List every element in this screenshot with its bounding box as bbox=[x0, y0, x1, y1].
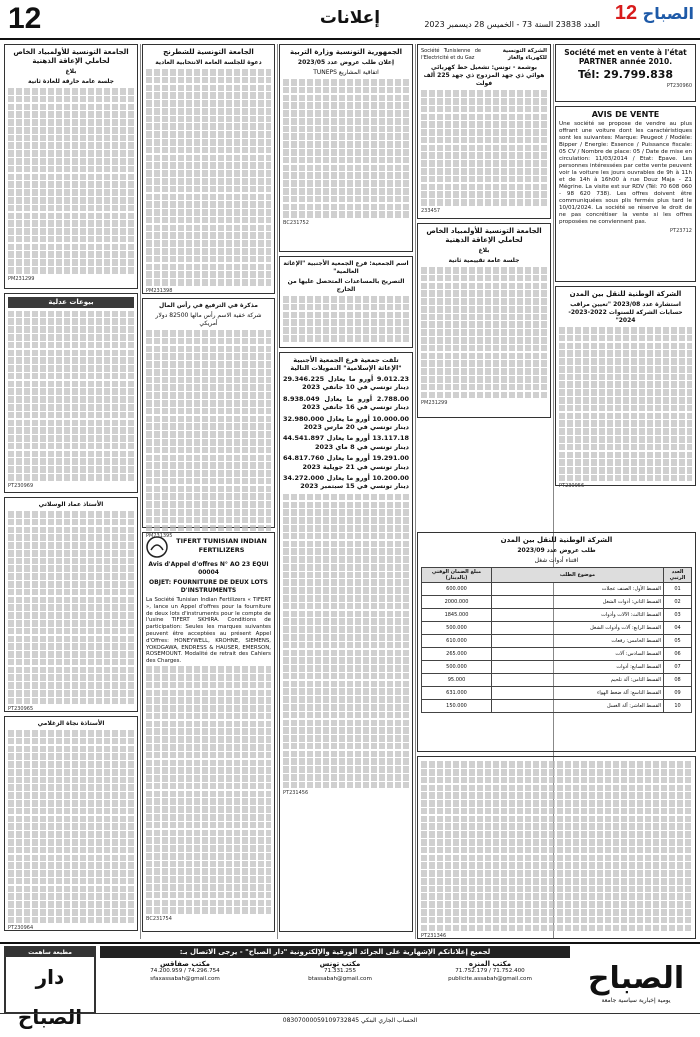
table-row bbox=[422, 687, 692, 700]
ad-body-text bbox=[283, 79, 409, 218]
judicial-sale-2 bbox=[4, 497, 138, 712]
table-row bbox=[422, 622, 692, 635]
office-mail[interactable]: btassabah@gmail.com bbox=[308, 975, 372, 982]
office-tel: 71.331.255 bbox=[323, 968, 357, 975]
ad-code: PT231456 bbox=[283, 790, 309, 797]
ministry-sub2: اتفاقية المشاريع TUNEPS bbox=[313, 69, 379, 76]
office-tel: 74.296.754 / 74.200.959 bbox=[150, 968, 220, 975]
ad-code: BC231752 bbox=[283, 219, 309, 226]
relief-title: اسم الجمعية: فرع الجمعية الأجنبية "الإغاثة العالمية" bbox=[283, 260, 409, 275]
logo-name: الصباح bbox=[642, 4, 694, 23]
bid-num: 08 bbox=[664, 674, 692, 687]
bid-subject: القسط الرابع: آلات وأدوات الشغل bbox=[492, 622, 664, 635]
office-title: مكتب تونس bbox=[319, 960, 361, 968]
table-row bbox=[422, 661, 692, 674]
list-item: 13.117.18 أورو ما يعادل 44.541.897 دينار تونسي في 8 ماي 2023 bbox=[283, 434, 409, 451]
table-row bbox=[422, 583, 692, 596]
press-logo-name: دار الصباح bbox=[17, 965, 83, 1029]
bid-guarantee: 500.000 bbox=[422, 661, 492, 674]
judicial-sale-3 bbox=[4, 716, 138, 931]
gyn-title: الجامعة التونسية للأولمبياد الخاص لحاملي الإعاقة الذهنية bbox=[13, 48, 129, 65]
bid-num: 06 bbox=[664, 648, 692, 661]
list-item: 9.012.23 أورو ما يعادل 29.346.225 دينار تونسي في 10 جانفي 2023 bbox=[283, 375, 409, 392]
list-item: 10.000.00 أورو ما يعادل 32.980.000 دينار تونسي في 20 مارس 2023 bbox=[283, 414, 409, 432]
bid-subject: القسط الأول: الصنف عجلات bbox=[492, 583, 664, 596]
footer-headline: لجميع إعلاناتكم الإشهارية على الجرائد الورقية والإلكترونية "دار الصباح" - يرجى الاتصال بـ: bbox=[100, 946, 570, 958]
ad-code: 233457 bbox=[421, 207, 441, 214]
tifert-logo-icon bbox=[146, 536, 168, 558]
olympiad-assembly-ad bbox=[417, 223, 551, 418]
office-mail[interactable]: publicite.assabah@gmail.com bbox=[448, 975, 532, 982]
bid-subject: القسط العاشر: آلة الغسل bbox=[492, 700, 664, 713]
olympiad-sub: بلاغ bbox=[478, 247, 490, 254]
ad-code: PM231299 bbox=[421, 400, 448, 407]
bid-num: 01 bbox=[664, 583, 692, 596]
sntri-tender-details bbox=[417, 756, 696, 939]
ad-body-text bbox=[559, 327, 692, 481]
tifert-object: OBJET: FOURNITURE DE DEUX LOTS D'INSTRUMENTS bbox=[149, 579, 268, 594]
ad-body-text bbox=[283, 494, 409, 789]
office-title: مكتب المنزه bbox=[468, 960, 512, 968]
bid-num: 03 bbox=[664, 609, 692, 622]
bid-subject: القسط الثالث: الآلات وأدوات bbox=[492, 609, 664, 622]
ad-code: PT23712 bbox=[670, 228, 692, 234]
olympiad-sub2: جلسة عامة تقييمية ثانية bbox=[448, 257, 520, 264]
sntri-tender-title: الشركة الوطنية للنقل بين المدن bbox=[500, 536, 613, 544]
memo-sub: شركة خفية الاسم رأس مالها 82500 دولار أمريكي bbox=[155, 312, 262, 327]
office-menzah bbox=[420, 961, 560, 983]
tifert-avis: Avis d'Appel d'offres N° AO 23 EQUI 00004 bbox=[148, 561, 269, 576]
press-logo-top: مطبعة ساهمت bbox=[6, 948, 94, 957]
avis-body: Une société se propose de vendre au plus offrant une voiture dont les caractéristiques sont les suivantes: Marque: Peugeot / Modèle: Bipper / Energie: Essence / Puissance fiscale: 05 CV / Nombre de place: 05 / Date de mise en circulation: 11/03/2014 / Etat: Epave. Les personnes intéressées par cette vente peuvent voir la voiture les jours ouvrables de 9h à 11h et de 14h à 16h00 à rue Douz Maja - Z1 Mégrine. La visite est sur RDV (Tél: 70 608 060 - 98 620 738). Les offres doivent être communiquées sous plis fermés plus tard le 10/01/2024. La société se réserve le droit de ne pas concrétiser la vente si les offres proposées ne conviennent pas. bbox=[559, 121, 692, 225]
islamic-relief-funding-ad bbox=[279, 352, 413, 932]
bid-col-subject: موضوع الطلب bbox=[492, 568, 664, 583]
ad-code: PM231398 bbox=[146, 287, 173, 294]
chess-federation-ad bbox=[142, 44, 275, 294]
memo-title: مذكرة في الترفيع في رأس المال bbox=[159, 302, 258, 309]
relief-sub: التصريح بالمساعدات المتحصل عليها من الخارج bbox=[287, 278, 405, 293]
column-4 bbox=[142, 44, 275, 939]
ad-code: PT230964 bbox=[8, 925, 34, 932]
sntri-sub: استشارة عدد 2023/08 "تعيين مراقب حسابات الشركة للسنوات 2022-2023-2024" bbox=[568, 301, 683, 324]
section-title: إعلانات bbox=[319, 8, 381, 28]
ad-body-text bbox=[8, 88, 134, 274]
ad-body-text bbox=[146, 330, 271, 531]
bid-subject: القسط السادس: آلات bbox=[492, 648, 664, 661]
ad-code: BC231754 bbox=[146, 915, 172, 922]
issue-info: العدد 23838 السنة 73 - الخميس 28 ديسمبر 2023 bbox=[424, 20, 600, 29]
page-footer bbox=[0, 942, 700, 1027]
newspaper-logo bbox=[604, 2, 694, 24]
ad-code: PM231299 bbox=[8, 275, 35, 282]
office-mail[interactable]: sfaxassabah@gmail.com bbox=[150, 975, 220, 982]
bid-col-guarantee: مبلغ الضمان الوقتي (بالدينار) bbox=[422, 568, 492, 583]
steg-title: بوشمة - تونس: تشغيل خط كهربائي هوائي ذي جهد المزدوج ذي جهد 225 ألف فولت bbox=[423, 64, 545, 88]
sntri-auditor-ad bbox=[555, 286, 696, 490]
ad-code: PM231395 bbox=[146, 533, 173, 540]
bid-subject: القسط الثامن: آلة تلحيم bbox=[492, 674, 664, 687]
gyn-sub2: جلسة عامة خارقة للعادة ثانية bbox=[28, 78, 114, 85]
table-row bbox=[422, 596, 692, 609]
office-tunis bbox=[270, 961, 410, 983]
tifert-body: La Société Tunisian Indian Fertilizers « TIFERT », lance un Appel d'offres pour la fourniture de deux lots d'instruments pour le compte de l'usine TIFERT SKHIRA. Conditions de participation: Seules les marques suivantes peuvent être acceptées au présent Appel d'Offres: HONEYWELL, KROHNE, SIEMENS, YOKOGAWA, ENDRESS & HAUSER, EMERSON, ROSEMOUNT. Modalité de retrait des Cahiers des Charges. bbox=[146, 597, 271, 665]
ad-body-text bbox=[421, 90, 547, 206]
bid-num: 04 bbox=[664, 622, 692, 635]
footer-logo bbox=[576, 961, 696, 1013]
steg-logo-fr: Société Tunisienne de l'Electricité et du Gaz bbox=[421, 48, 481, 61]
bid-guarantee: 1845.000 bbox=[422, 609, 492, 622]
bid-guarantee: 265.000 bbox=[422, 648, 492, 661]
table-row bbox=[422, 635, 692, 648]
bid-guarantee: 95.000 bbox=[422, 674, 492, 687]
ministry-tender-ad bbox=[279, 44, 413, 252]
table-row bbox=[422, 674, 692, 687]
ad-code: PT230960 bbox=[666, 83, 692, 89]
column-5 bbox=[4, 44, 138, 939]
car-ad-title: Société met en vente à l'état PARTNER année 2010. bbox=[564, 48, 687, 66]
column-3 bbox=[279, 44, 413, 939]
footer-logo-tag: يومية إخبارية سياسية جامعة bbox=[601, 997, 671, 1004]
ad-code: PT231346 bbox=[421, 933, 447, 940]
list-item: 10.200.00 أورو ما يعادل 34.272.000 دينار تونسي في 15 سبتمبر 2023 bbox=[283, 474, 409, 491]
bid-guarantee: 2000.000 bbox=[422, 596, 492, 609]
chess-title: الجامعة التونسية للشطرنج bbox=[163, 48, 254, 56]
footer-logo-name: الصباح bbox=[587, 961, 685, 996]
office-tel: 71.752.400 / 71.752.179 bbox=[455, 968, 525, 975]
sntri-tender-sub2: اقتناء أدوات شغل bbox=[534, 557, 579, 564]
gyn-sub: بلاغ bbox=[65, 68, 77, 75]
ad-body-text bbox=[283, 296, 409, 342]
table-row bbox=[422, 648, 692, 661]
ad-body-text bbox=[146, 69, 271, 286]
bid-num: 09 bbox=[664, 687, 692, 700]
capital-increase-ad bbox=[142, 298, 275, 540]
avis-title: AVIS DE VENTE bbox=[591, 110, 660, 119]
logo-number: 12 bbox=[614, 2, 638, 24]
list-item: 2.788.00 أورو ما يعادل 8.938.049 دينار تونسي في 16 جانفي 2023 bbox=[283, 394, 409, 412]
sntri-title: الشركة الوطنية للنقل بين المدن bbox=[569, 290, 682, 298]
bid-guarantee: 600.000 bbox=[422, 583, 492, 596]
office-sfax bbox=[110, 961, 260, 983]
relief-declaration-ad bbox=[279, 256, 413, 348]
bid-num: 05 bbox=[664, 635, 692, 648]
lawyer-name: الأستاذة نجاة الزغلامي bbox=[37, 720, 105, 727]
table-row bbox=[422, 700, 692, 713]
bid-subject: القسط الثاني: أدوات الشغل bbox=[492, 596, 664, 609]
olympiad-title: الجامعة التونسية للأولمبياد الخاص لحاملي الإعاقة الذهنية bbox=[426, 227, 542, 244]
ad-code: PT230956 bbox=[559, 483, 585, 490]
page-number: 12 bbox=[8, 2, 42, 35]
steg-logo-ar: الشركة التونسية للكهرباء والغاز bbox=[502, 48, 547, 61]
judicial-banner: بيوعات عدلية bbox=[8, 297, 134, 308]
steg-ad bbox=[417, 44, 551, 219]
bid-num: 07 bbox=[664, 661, 692, 674]
press-logo bbox=[4, 946, 96, 1029]
ad-body-text bbox=[146, 666, 271, 914]
bid-guarantee: 631.000 bbox=[422, 687, 492, 700]
funding-list bbox=[283, 375, 409, 491]
bid-num: 10 bbox=[664, 700, 692, 713]
bid-table bbox=[421, 567, 692, 713]
ad-body-text bbox=[421, 267, 547, 398]
list-item: 19.291.00 أورو ما يعادل 64.817.760 دينار تونسي في 21 جويلية 2023 bbox=[283, 454, 409, 471]
avis-de-vente-ad bbox=[555, 106, 696, 282]
ministry-title: الجمهورية التونسية وزارة التربية bbox=[289, 48, 403, 56]
bid-guarantee: 610.000 bbox=[422, 635, 492, 648]
bid-num: 02 bbox=[664, 596, 692, 609]
ad-code: PT230965 bbox=[8, 706, 34, 713]
ad-body-text bbox=[421, 761, 692, 931]
tifert-name: TIFERT TUNISIAN INDIAN FERTILIZERS bbox=[176, 537, 267, 554]
ad-body-text bbox=[8, 311, 134, 481]
car-sale-ad bbox=[555, 44, 696, 102]
funding-title: تلقت جمعية فرع الجمعية الأجنبية "الإغاثة الإسلامية" التمويلات التالية bbox=[290, 356, 402, 372]
lawyer-name: الأستاذ عماد الوسلاتي bbox=[38, 501, 104, 508]
ad-body-text bbox=[8, 511, 134, 704]
ad-code: PT230969 bbox=[8, 482, 34, 489]
car-ad-tel: Tél: 29.799.838 bbox=[577, 68, 674, 81]
ad-body-text bbox=[8, 730, 134, 923]
tifert-tender-ad bbox=[142, 532, 275, 932]
bid-guarantee: 150.000 bbox=[422, 700, 492, 713]
page-header bbox=[0, 0, 700, 40]
table-row bbox=[422, 609, 692, 622]
bid-subject: القسط التاسع: آلة ضغط الهواء bbox=[492, 687, 664, 700]
olympiad-extraordinary-ad bbox=[4, 44, 138, 289]
judicial-sales-ad bbox=[4, 293, 138, 493]
sntri-tender-sub: طلب عروض عدد 2023/09 bbox=[517, 547, 596, 554]
bid-col-num: العدد الرتبي bbox=[664, 568, 692, 583]
ministry-sub: إعلان طلب عروض عدد 2023/05 bbox=[297, 59, 395, 66]
office-title: مكتب صفاقس bbox=[159, 960, 211, 968]
sntri-tender-ad bbox=[417, 532, 696, 752]
bid-subject: القسط السابع: أدوات bbox=[492, 661, 664, 674]
bid-subject: القسط الخامس: رفعات bbox=[492, 635, 664, 648]
chess-sub: دعوة للجلسة العامة الانتخابية العادية bbox=[155, 59, 262, 66]
bid-guarantee: 500.000 bbox=[422, 622, 492, 635]
footer-bank-line: الحساب الجاري البنكي 08307000059109732845 bbox=[0, 1013, 700, 1027]
